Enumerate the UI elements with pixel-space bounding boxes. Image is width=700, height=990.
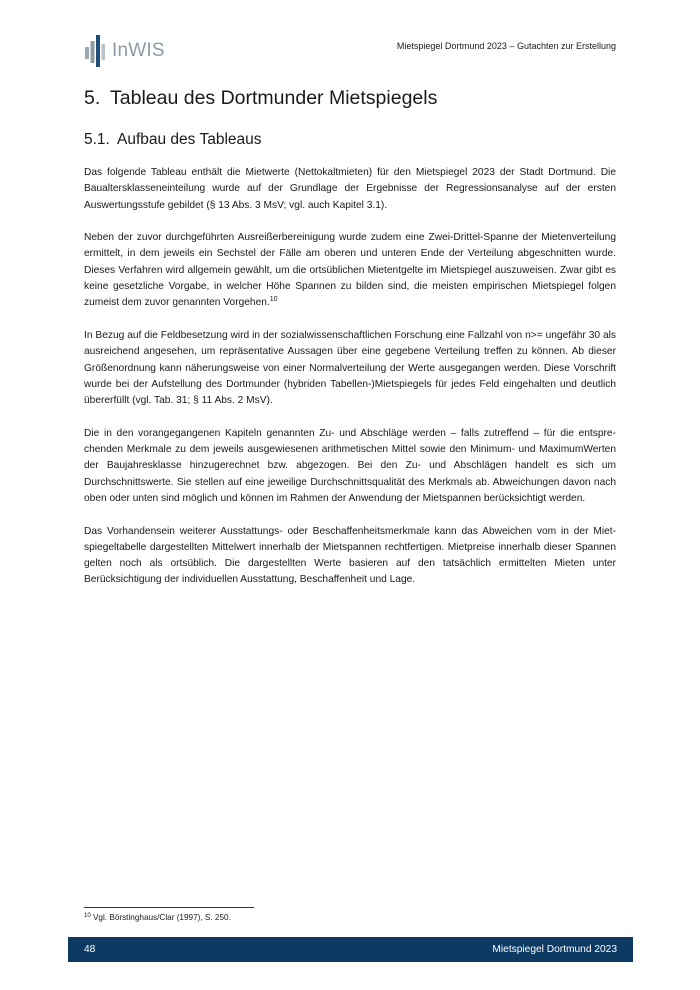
section-heading [84,84,616,112]
page-footer [68,937,633,962]
subsection-heading [84,128,616,152]
footnote [84,913,231,922]
subsection-title: Aufbau des Tableaus [117,131,262,148]
body-text [84,165,616,589]
section-title: Tableau des Dortmunder Mietspiegels [110,87,438,109]
inwis-logo [84,34,165,68]
inwis-logo-icon [84,35,106,67]
main-content [84,84,616,605]
paragraph: Die in den vorangegangenen Kapiteln genannten Zu- und Abschläge werden – falls zutreffend – für die entsprechenden Merkmale zu dem jeweils ausgewiesenen arithmetischen Mittel sowie den Minimum- und MaximumWerten der Baujahresklasse hinzugerechnet bzw. abgezogen. Bei den Zu- und Abschlägen handelt es sich um Durchschnittswerte. Sie stellen auf eine jeweilige Durchschnittsqualität des Merkmals ab. Abweichungen davon nach oben oder unten sind möglich und können im Rahmen der Anwendung der Mietspannen berücksichtigt werden. [84,427,616,504]
paragraph: In Bezug auf die Feldbesetzung wird in der sozialwissenschaftlichen Forschung eine Fallzahl von n>= ungefähr 30 als ausreichend angesehen, um repräsentative Aussagen über eine gegebene Verteilung treffen zu können. Ab dieser Größenordnung kann näherungsweise von einer Normalverteilung der Werte ausgegangen werden. Diese Vorschrift wurde bei der Aufstellung des Dortmunder (hybriden Tabellen-)Mietspiegels für jedes Feld eingehalten und deutlich übererfüllt (vgl. Tab. 31; § 11 Abs. 2 MsV). [84,329,616,407]
section-number: 5. [84,87,101,109]
footnote-text: Vgl. Börstinghaus/Clar (1997), S. 250. [92,913,231,922]
footnote-number: 10 [84,913,91,919]
subsection-number: 5.1. [84,131,110,148]
footnote-reference[interactable]: 10 [269,296,278,304]
running-header: Mietspiegel Dortmund 2023 – Gutachten zur Erstellung [396,41,616,51]
page-number: 48 [84,944,96,955]
footer-title: Mietspiegel Dortmund 2023 [492,944,617,955]
footnote-divider [84,907,254,908]
paragraph: Das folgende Tableau enthält die Mietwerte (Nettokaltmieten) für den Mietspiegel 2023 der Stadt Dortmund. Die Baualtersklasseneinteilung wurde auf der Grundlage der Ergebnisse der Regressionsanalyse auf der ersten Auswertungsstufe gebildet (§ 13 Abs. 3 MsV; vgl. auch Kapitel 3.1). [84,167,616,211]
paragraph: Das Vorhandensein weiterer Ausstattungs- oder Beschaffenheitsmerkmale kann das Abweichen vom in der Mietspiegeltabelle dargestellten Mittelwert innerhalb der Mietspannen rechtfertigen. Mietpreise innerhalb dieser Spannen gelten noch als ortsüblich. Die dargestellten Werte basieren auf den tatsächlich ermittelten Mieten unter Berücksichtigung der individuellen Ausstattung, Beschaffenheit und Lage. [84,525,616,586]
paragraph-text: Neben der zuvor durchgeführten Ausreißerbereinigung wurde zudem eine Zwei-Drittel-Spanne der Mietenverteilung ermittelt, in dem jeweils ein Sechstel der Fälle am oberen und unteren Ende der Verteilung abgeschnitten wurde. Dieses Verfahren wird allgemein gewählt, um die ortsüblichen Mietentgelte im Mietspiegel auszuweisen. Zwar gibt es keine gesetzliche Vorgabe, in welcher Höhe Spannen zu bilden sind, die meisten empirischen Mietspiegel folgen zumeist dem zuvor genannten Vorgehen. [84,232,616,309]
logo-text: InWIS [112,40,165,61]
paragraph [84,230,616,311]
